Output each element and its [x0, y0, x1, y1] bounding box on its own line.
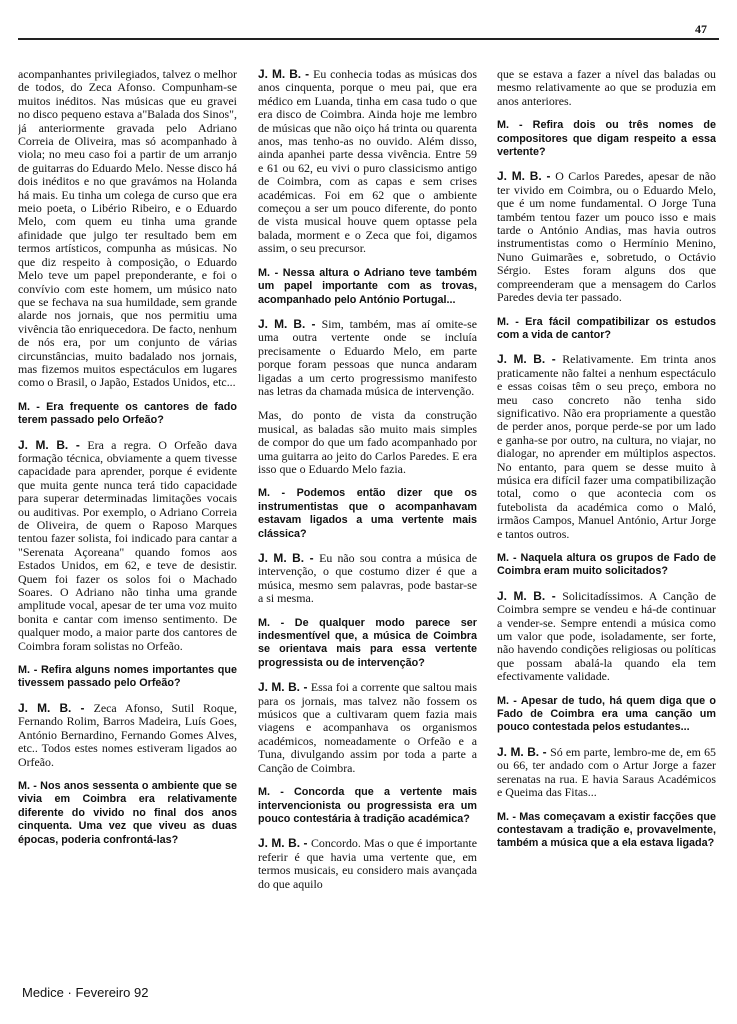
interview-question: M. - Era fácil compatibilizar os estudos com a vida de cantor? — [497, 315, 716, 341]
speaker-label: J. M. B. - — [18, 437, 88, 452]
interview-answer — [18, 68, 237, 390]
speaker-label: J. M. B. - — [497, 352, 563, 367]
interview-answer — [497, 590, 716, 684]
interview-question: M. - Mas começavam a existir facções que contestavam a tradição e, provavelmente, também a música que a ela estava ligada? — [497, 810, 716, 850]
interview-answer — [18, 439, 237, 654]
interview-question: M. - Concorda que a vertente mais intervencionista ou progressista era um pouco contestária à tradição académica? — [258, 786, 477, 825]
speaker-label: J. M. B. - — [258, 316, 322, 331]
interview-question: M. - Era frequente os cantores de fado terem passado pelo Orfeão? — [18, 400, 237, 427]
interview-question: M. - Refira alguns nomes importantes que tivessem passado pelo Orfeão? — [18, 664, 237, 690]
interview-question: M. - Refira dois ou três nomes de compositores que digam respeito a essa vertente? — [497, 119, 716, 159]
interview-question: M. - De qualquer modo parece ser indesmentível que, a música de Coimbra se orientava mais para essa vertente progressista ou de intervenção? — [258, 616, 477, 669]
header-rule — [18, 38, 719, 40]
interview-question: M. - Apesar de tudo, há quem diga que o Fado de Coimbra era uma canção um pouco contestada pelos estudantes... — [497, 694, 716, 734]
speaker-label: J. M. B. - — [258, 551, 320, 565]
column-2 — [258, 68, 477, 978]
interview-question: M. - Podemos então dizer que os instrumentistas que o acompanhavam estavam ligados a uma vertente mais clássica? — [258, 487, 477, 540]
column-3 — [497, 68, 716, 978]
column-1 — [18, 68, 237, 978]
answer-text: Eu conhecia todas as músicas dos anos cinquenta, porque o meu pai, que era médico em Luanda, tinha em casa tudo o que era disco de Coimbra. Ainda hoje me lembro de músicas que não oiço há trinta ou quarenta anos, mas tenho-as no ouvido. Além disso, ainda apanhei parte dessa vivência. Entre 59 e 61 ou 62, eu vivi o puro classicismo antigo de Coimbra, com as capas e sem crises académicas. Foi em 62 que o ambiente começou a ser um pouco diferente, do ponto de vista musical houve quem optasse pela balada, morment e o Zeca que foi, digamos assim, o seu precursor. — [258, 68, 477, 256]
speaker-label: J. M. B. - — [258, 680, 311, 695]
answer-text: Concordo. Mas o que é importante referir é que havia uma vertente que, em termos musicais, eu considero mais avançada do que aquilo — [258, 836, 477, 891]
interview-answer — [497, 68, 716, 108]
interview-question: M. - Nos anos sessenta o ambiente que se vivia em Coimbra era relativamente diferente do vivido no final dos anos cinquenta. Uma vez que viveu as duas épocas, poderia confrontá-las? — [18, 779, 237, 846]
speaker-label: J. M. B. - — [497, 169, 556, 184]
interview-answer — [258, 409, 477, 476]
answer-text: que se estava a fazer a nível das baladas ou mesmo relativamente ao que se produzia em anos anteriores. — [497, 68, 716, 108]
interview-answer — [258, 318, 477, 398]
answer-text: Sim, também, mas aí omite-se uma outra vertente onde se incluía precisamente o Eduardo Melo, em parte porque foram pessoas que nunca andaram ligadas a um certo progressismo manifesto nas letras da chamada música de intervenção. — [258, 316, 477, 398]
page-number: 47 — [695, 22, 707, 36]
answer-text: Zeca Afonso, Sutil Roque, Fernando Rolim, Barros Madeira, Luís Goes, António Bernardino, Fernando Gomes Alves, etc.. Todos estes nomes estiveram ligados ao Orfeão. — [18, 700, 237, 769]
footer: Medice · Fevereiro 92 — [22, 985, 149, 1000]
speaker-label: J. M. B. - — [258, 68, 314, 81]
answer-text: Era a regra. O Orfeão dava formação técnica, obviamente a quem tivesse capacidade para aprender, porque é evidente que muita gente nunca terá tido capacidade para superar determinadas limitações vocais ou auditivas. Por exemplo, o Adriano Correia de Oliveira, de quem o Raposo Marques tentou fazer solista, foi indicado para cantar a "Serenata Açoreana" quando fomos aos Estados Unidos, em 62, e teve de desistir. Quem foi fazer os solos foi o Machado Soares. O Adriano não tinha uma grande amplitude vocal, apesar de ter uma voz muito bonita e cantar com imenso sentimento. De qualquer modo, a maior parte dos cantores de Coimbra foram solistas no Orfeão. — [18, 437, 237, 653]
answer-text: Solicitadíssimos. A Canção de Coimbra sempre se vendeu e há-de continuar a vender-se. Sempre entendi a música como um valor que pode, isoladamente, ser forte, não havendo condições religiosas ou políticas que possam abalá-la quando ela tem efectivamente validade. — [497, 588, 716, 684]
answer-text: O Carlos Paredes, apesar de não ter vivido em Coimbra, ou o Eduardo Melo, que é um nome fundamental. O Jorge Tuna também tentou fazer um pouco isso e mais tarde o António Andias, mas havia outros instrumentistas como o Hermínio Menino, Nuno Guimarães e, sobretudo, o Octávio Sérgio. Estes foram alguns dos que compreenderam que a mensagem do Carlos Paredes devia ter passado. — [497, 169, 716, 305]
answer-text: Mas, do ponto de vista da construção musical, as baladas são muito mais simples de compor do que um fado acompanhado por uma guitarra ao jeito do Carlos Paredes. E era isso que o Eduardo Melo fazia. — [258, 408, 477, 476]
interview-answer — [497, 170, 716, 304]
answer-text: Relativamente. Em trinta anos praticamente não faltei a nenhum espectáculo e essas coisas têm o seu preço, embora no meu caso concreto não tenha sido significativo. Não era propriamente a questão de perder anos, porque perde-se por um lado e ganha-se por outro, na cultura, no viajar, no dialogar, no aprender em múltiplos aspectos. No entanto, para quem se desse muito à música era difícil fazer uma compatibilização total, como o que acontecia com os futebolista da académica como o Maló, irmãos Campos, Manuel António, Artur Jorge e tantos outros. — [497, 352, 716, 541]
interview-answer — [497, 746, 716, 800]
speaker-label: J. M. B. - — [497, 588, 563, 603]
speaker-label: J. M. B. - — [258, 836, 311, 851]
interview-answer — [258, 681, 477, 775]
speaker-label: J. M. B. - — [497, 744, 551, 759]
interview-question: M. - Naquela altura os grupos de Fado de Coimbra eram muito solicitados? — [497, 552, 716, 578]
answer-text: Eu não sou contra a música de intervenção, o que costumo dizer é que a música, mesmo sem palavras, pode bastar-se a si mesma. — [258, 551, 477, 606]
answer-text: acompanhantes privilegiados, talvez o melhor de todos, do Zeca Afonso. Compunham-se muitos inéditos. Nas músicas que eu gravei no disco pequeno estava a"Balada dos Sinos", já anteriormente gravada pelo Adriano Correia de Oliveira, mas só acompanhado à viola; no meu caso foi a partir de um arranjo de guitarras do Eduardo Melo. Nesse disco há dois inéditos e no que gravámos na Holanda há mais. Eu tinha um colega de curso que era meio poeta, o Libério Ribeiro, e o Eduardo Melo, com quem eu tinha uma grande afinidade que julgo ter resultado bem em termos artísticos, compunha as músicas. No que diz respeito à composição, o Eduardo Melo teve um papel preponderante, e foi o convívio com este homem, um músico nato que se fechava na sua humildade, sem grande alarde nos jornais, que nos permitiu uma vivência tão enriquecedora. De facto, nenhum de nós era, por um conjunto de várias circunstâncias, muito badalado nos jornais, mas fizemos muitos espectáculos em lugares como o Brasil, o Japão, Estados Unidos, etc... — [18, 68, 237, 390]
answer-text: Só em parte, lembro-me de, em 65 ou 66, ter andado com o Artur Jorge a fazer serenatas na rua. E havia Saraus Académicos e Queima das Fitas... — [497, 744, 716, 800]
interview-answer — [258, 552, 477, 606]
interview-answer — [497, 353, 716, 541]
interview-answer — [258, 837, 477, 891]
interview-answer — [258, 68, 477, 256]
interview-question: M. - Nessa altura o Adriano teve também um papel importante com as trovas, acompanhado pelo António Portugal... — [258, 266, 477, 306]
answer-text: Essa foi a corrente que saltou mais para os jornais, mas talvez não fossem os músicos que a cultivaram quem fazia mais viagens e acompanhava os organismos académicos, nomeadamente o Orfeão e a Tuna, divulgando assim por toda a parte a Canção de Coimbra. — [258, 680, 477, 775]
interview-answer — [18, 702, 237, 769]
speaker-label: J. M. B. - — [18, 700, 94, 715]
